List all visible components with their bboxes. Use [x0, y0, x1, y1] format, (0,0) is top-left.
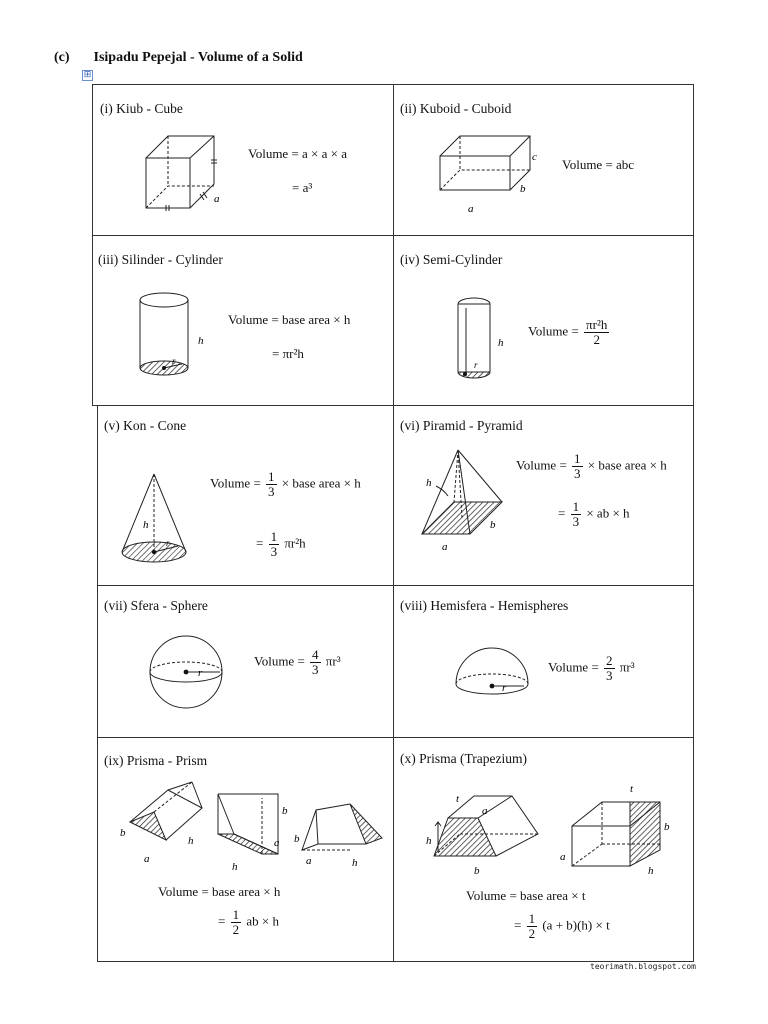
cylinder-figure — [130, 288, 220, 384]
semicyl-fraction: $\frac{\text{πr²h}}{2}$ — [586, 317, 608, 347]
trap2-label-t: t — [630, 783, 634, 795]
cone-title: (v) Kon - Cone — [104, 418, 187, 433]
prism1-label-h: h — [188, 835, 194, 847]
sphere-figure — [148, 626, 230, 722]
prism3-label-a: a — [306, 855, 312, 867]
trap2-label-h: h — [648, 865, 654, 877]
cone-label-h: h — [143, 519, 149, 531]
pyramid-formula-line-1: Volume = $\frac{1}{3}$ × base area × h — [516, 451, 667, 481]
pyramid-formula-line-2: = $\frac{1}{3}$ × ab × h — [558, 499, 630, 529]
pyramid-figure — [414, 446, 518, 554]
cuboid-label-a: a — [468, 203, 474, 215]
cone-formula-line-2: = $\frac{1}{3}$ πr²h — [256, 529, 306, 559]
prism1-label-a: a — [144, 853, 150, 865]
prism-formula-line-1: Volume = base area × h — [158, 884, 281, 899]
cuboid-formula-line-1: Volume = abc — [562, 157, 635, 172]
prism3-label-h: h — [352, 857, 358, 869]
trap2-label-a: a — [560, 851, 566, 863]
cuboid-label-c: c — [532, 151, 537, 163]
trap2-label-b: b — [664, 821, 670, 833]
pyramid-fraction-1: $\frac{1}{3}$ — [574, 451, 581, 481]
semicyl-figure — [450, 292, 520, 384]
cone-fraction-1: $\frac{1}{3}$ — [268, 469, 275, 499]
cylinder-formula-line-2: = πr²h — [272, 346, 304, 361]
section-title: Isipadu Pepejal - Volume of a Solid — [93, 50, 303, 65]
prism3-label-b: b — [294, 833, 300, 845]
cylinder-formula-line-1: Volume = base area × h — [228, 312, 351, 327]
row-divider-3 — [97, 585, 694, 586]
trapezium-fraction: $\frac{1}{2}$ — [528, 911, 536, 941]
prism-title: (ix) Prisma - Prism — [104, 753, 208, 768]
trapezium-title: (x) Prisma (Trapezium) — [400, 751, 527, 766]
cylinder-label-r: r — [172, 356, 176, 366]
semicyl-title: (iv) Semi-Cylinder — [400, 252, 503, 267]
prism-fraction: $\frac{1}{2}$ — [232, 907, 240, 937]
table-expand-icon[interactable]: ⊞ — [83, 70, 92, 80]
prism1-label-b: b — [120, 827, 126, 839]
cylinder-title: (iii) Silinder - Cylinder — [98, 252, 223, 267]
trapezium-formula-line-1: Volume = base area × t — [466, 888, 586, 903]
row-divider-1 — [92, 235, 694, 236]
cuboid-figure — [432, 124, 557, 219]
prism2-label-h: h — [232, 861, 238, 873]
cube-title: (i) Kiub - Cube — [100, 101, 183, 116]
semicyl-label-h: h — [498, 337, 504, 349]
cube-label-a: a — [214, 193, 220, 205]
column-divider-upper — [393, 84, 394, 406]
column-divider-lower — [393, 405, 394, 962]
hemisphere-formula: Volume = $\frac{2}{3}$ πr³ — [548, 653, 635, 683]
prism2-label-b: b — [282, 805, 288, 817]
trapezium-figures — [420, 778, 686, 882]
semicyl-formula — [528, 318, 611, 347]
pyramid-fraction-2: $\frac{1}{3}$ — [572, 499, 580, 529]
prism2-label-a: a — [274, 837, 280, 849]
cube-formula-line-2: = a³ — [292, 180, 313, 195]
pyramid-label-a: a — [442, 541, 448, 553]
trap1-label-a: a — [482, 805, 488, 817]
sphere-fraction: $\frac{4}{3}$ — [312, 647, 319, 677]
cone-label-r: r — [166, 538, 170, 548]
cone-formula-line-1: Volume = $\frac{1}{3}$ × base area × h — [210, 469, 361, 499]
sphere-title: (vii) Sfera - Sphere — [104, 598, 208, 613]
cylinder-label-h: h — [198, 335, 204, 347]
hemisphere-label-r: r — [502, 682, 507, 694]
prism-figures — [114, 778, 386, 874]
pyramid-title: (vi) Piramid - Pyramid — [400, 418, 523, 433]
cone-fraction-2: $\frac{1}{3}$ — [270, 529, 278, 559]
cone-figure — [116, 468, 216, 572]
cube-figure — [138, 128, 238, 218]
trap1-label-b: b — [474, 865, 480, 877]
trapezium-formula-line-2: = $\frac{1}{2}$ (a + b)(h) × t — [514, 911, 610, 941]
semicyl-label-r: r — [474, 360, 478, 370]
cube-formula-line-1: Volume = a × a × a — [248, 146, 348, 161]
footer-source: teorimath.blogspot.com — [590, 962, 696, 971]
sphere-label-r: r — [198, 667, 203, 679]
prism-formula-line-2: = $\frac{1}{2}$ ab × h — [218, 907, 279, 937]
section-heading — [54, 50, 303, 66]
cuboid-title: (ii) Kuboid - Cuboid — [400, 101, 512, 116]
row-divider-4 — [97, 737, 694, 738]
trap1-label-t: t — [456, 793, 460, 805]
pyramid-label-h: h — [426, 477, 432, 489]
hemisphere-title: (viii) Hemisfera - Hemispheres — [400, 598, 569, 613]
trap1-label-h: h — [426, 835, 432, 847]
semicyl-formula-prefix: Volume = — [528, 323, 579, 339]
hemisphere-figure — [450, 636, 540, 702]
section-label: (c) — [54, 50, 70, 65]
sphere-formula: Volume = $\frac{4}{3}$ πr³ — [254, 647, 341, 677]
hemisphere-fraction: $\frac{2}{3}$ — [606, 653, 613, 683]
pyramid-label-b: b — [490, 519, 496, 531]
cuboid-label-b: b — [520, 183, 526, 195]
